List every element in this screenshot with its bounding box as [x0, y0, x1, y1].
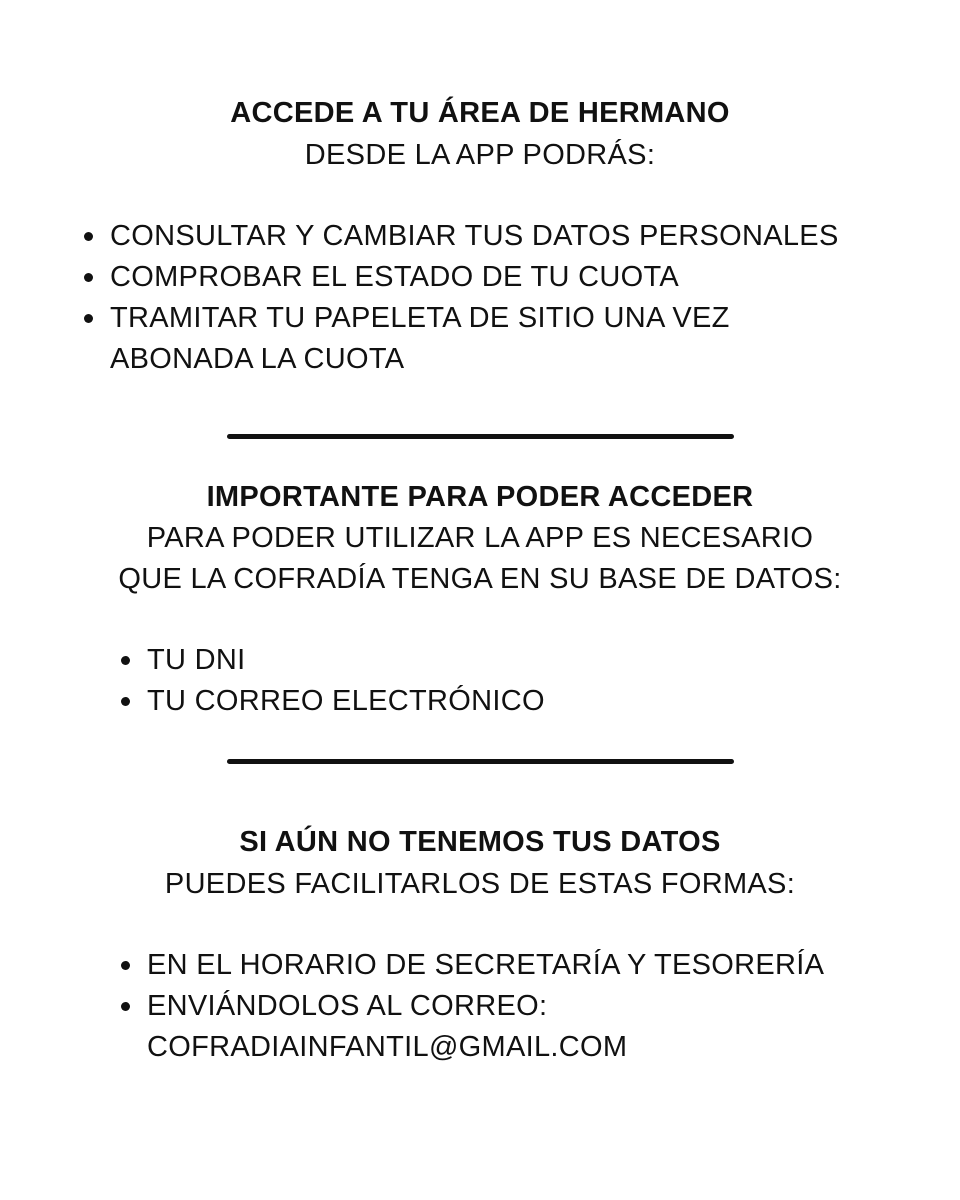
- list-item-text: TU DNI: [147, 644, 246, 676]
- list-item-text: TRAMITAR TU PAPELETA DE SITIO UNA VEZ: [110, 302, 730, 334]
- section-3-list: [121, 945, 824, 1068]
- divider: [227, 759, 734, 764]
- section-1-list: [84, 216, 839, 380]
- list-item-text: COFRADIAINFANTIL@GMAIL.COM: [147, 1031, 628, 1063]
- list-item: [121, 945, 824, 986]
- bullet-icon: [121, 697, 130, 706]
- bullet-icon: [121, 961, 130, 970]
- section-2-list: [121, 640, 545, 722]
- section-2-line-2: QUE LA COFRADÍA TENGA EN SU BASE DE DATOS:: [118, 563, 842, 595]
- list-item-continuation: [84, 339, 839, 380]
- bullet-icon: [121, 656, 130, 665]
- section-2-title: IMPORTANTE PARA PODER ACCEDER: [206, 481, 754, 513]
- section-1-subtitle: DESDE LA APP PODRÁS:: [304, 139, 656, 171]
- bullet-icon: [84, 232, 93, 241]
- list-item-text: ENVIÁNDOLOS AL CORREO:: [147, 990, 548, 1022]
- section-1-title: ACCEDE A TU ÁREA DE HERMANO: [230, 97, 730, 129]
- section-3-subtitle: PUEDES FACILITARLOS DE ESTAS FORMAS:: [164, 868, 796, 900]
- list-item: [121, 986, 824, 1027]
- list-item-text: ABONADA LA CUOTA: [110, 343, 405, 375]
- email-address: [121, 1027, 824, 1068]
- list-item: [121, 681, 545, 722]
- bullet-icon: [84, 273, 93, 282]
- section-3-title: SI AÚN NO TENEMOS TUS DATOS: [239, 826, 721, 858]
- list-item-text: TU CORREO ELECTRÓNICO: [147, 685, 545, 717]
- bullet-icon: [121, 1002, 130, 1011]
- list-item: [84, 257, 839, 298]
- divider: [227, 434, 734, 439]
- bullet-icon: [84, 314, 93, 323]
- list-item-text: COMPROBAR EL ESTADO DE TU CUOTA: [110, 261, 679, 293]
- list-item: [121, 640, 545, 681]
- list-item-text: CONSULTAR Y CAMBIAR TUS DATOS PERSONALES: [110, 220, 839, 252]
- list-item: [84, 216, 839, 257]
- section-2-line-1: PARA PODER UTILIZAR LA APP ES NECESARIO: [146, 522, 814, 554]
- list-item-text: EN EL HORARIO DE SECRETARÍA Y TESORERÍA: [147, 949, 825, 981]
- list-item: [84, 298, 839, 339]
